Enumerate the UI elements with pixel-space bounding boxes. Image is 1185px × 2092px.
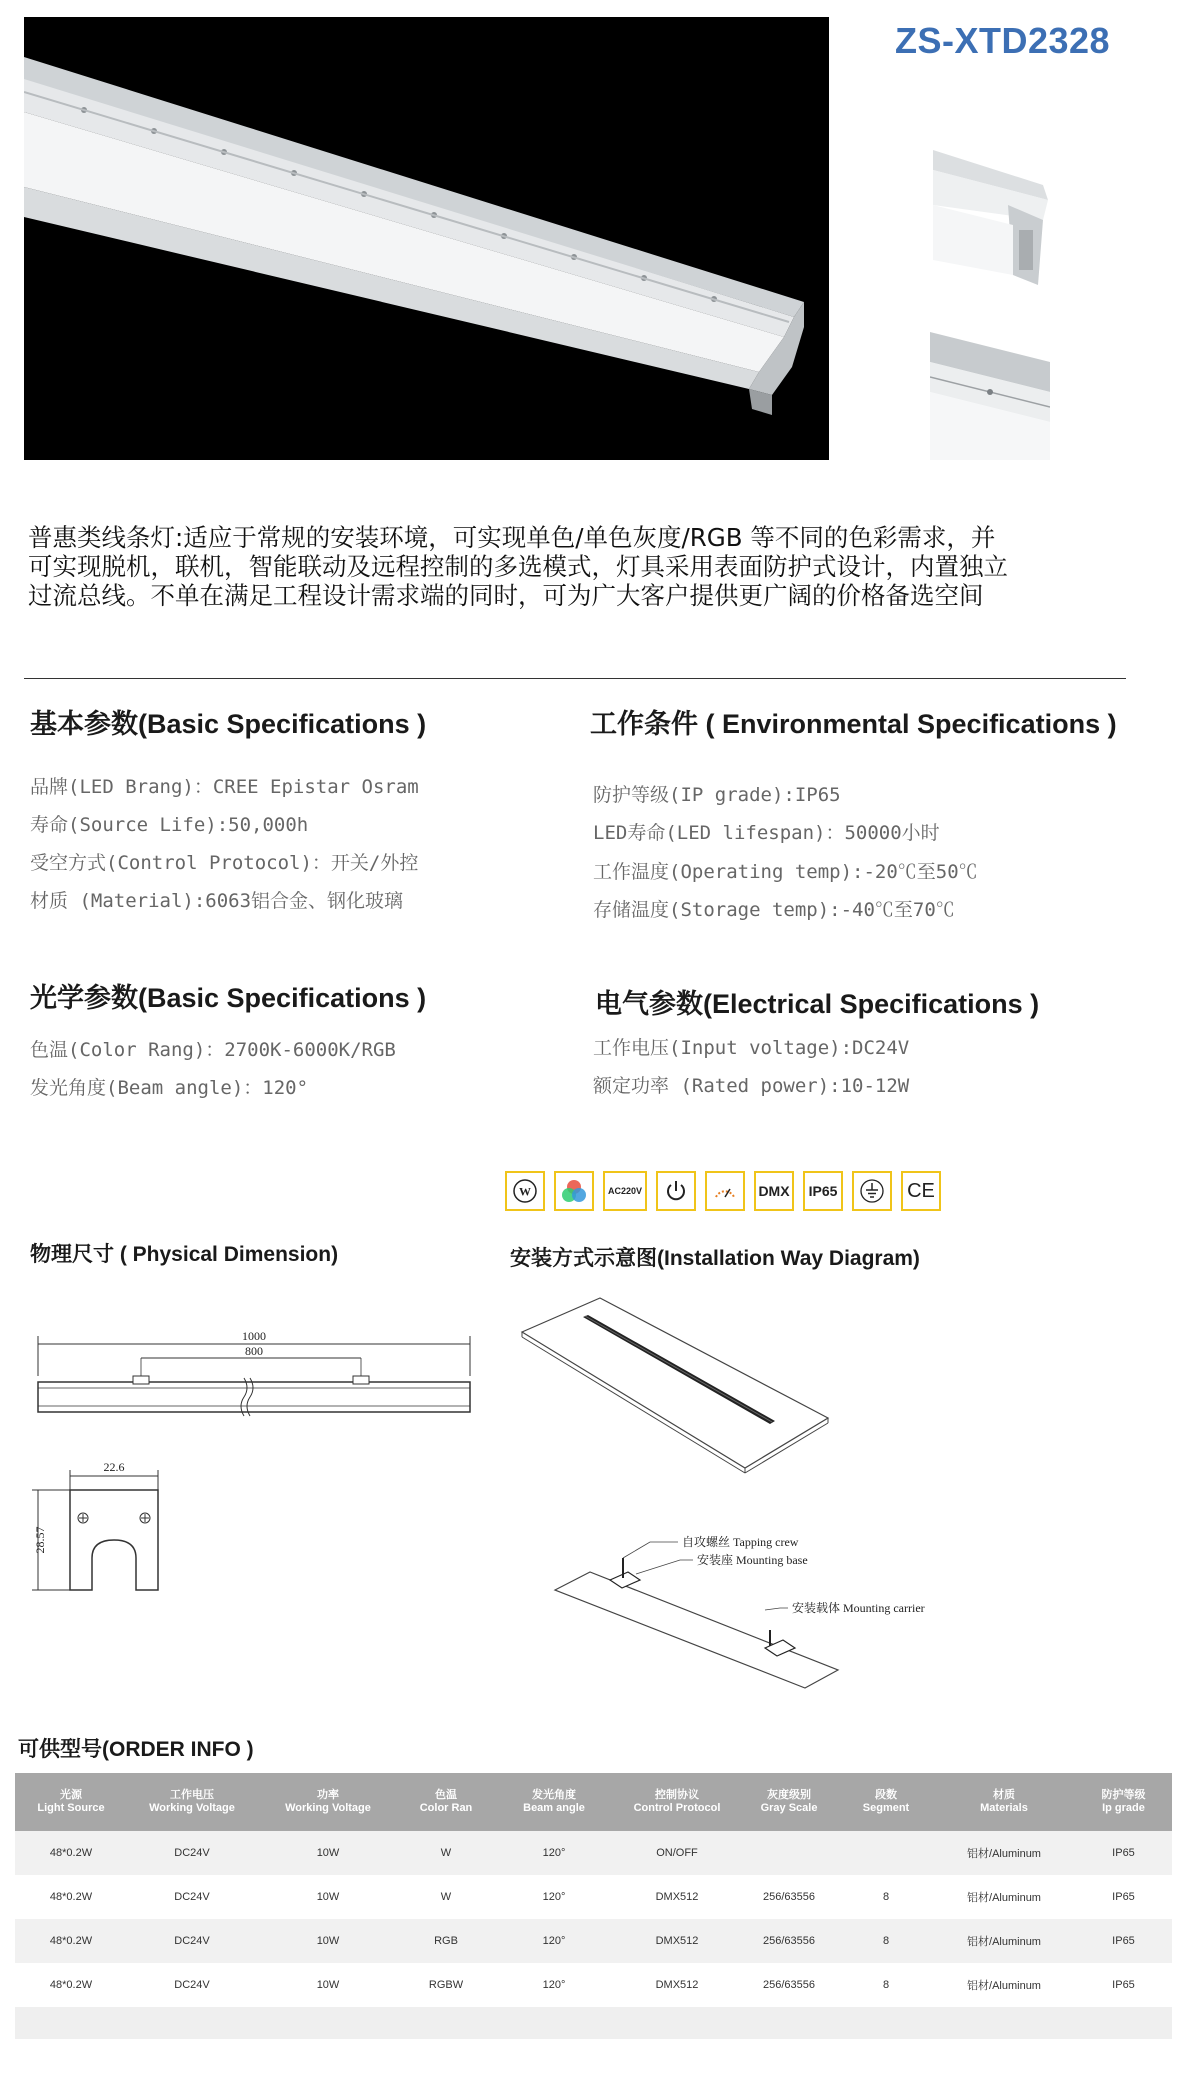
column-header-label: Light Source xyxy=(37,1802,105,1814)
column-header-label: 材质 xyxy=(993,1789,1015,1801)
rgb-color-icon xyxy=(554,1171,594,1211)
product-hero-image xyxy=(24,17,829,460)
table-cell: 铝材/Aluminum xyxy=(933,1919,1075,1963)
column-header-label: 光源 xyxy=(60,1789,82,1801)
ac220v-icon: AC220V xyxy=(603,1171,647,1211)
optical-specs-title: 光学参数(Basic Specifications ) xyxy=(30,983,427,1013)
table-row xyxy=(15,1963,1172,2007)
label-mounting-carrier: 安装载体 Mounting carrier xyxy=(792,1601,925,1615)
table-cell: 256/63556 xyxy=(739,1875,839,1919)
column-header xyxy=(127,1773,257,1831)
watt-icon xyxy=(505,1171,545,1211)
product-description xyxy=(28,523,1128,610)
table-cell: DC24V xyxy=(127,1875,257,1919)
table-row xyxy=(15,1875,1172,1919)
column-header-label: Color Ran xyxy=(419,1802,473,1814)
optical-spec-beam: 发光角度(Beam angle)：120° xyxy=(30,1077,309,1099)
column-header-label: Ip grade xyxy=(1102,1802,1145,1814)
dim-length-inner: 800 xyxy=(245,1344,263,1358)
basic-spec-brand: 品牌(LED Brang)：CREE Epistar Osram xyxy=(30,776,419,798)
ce-icon: CE xyxy=(901,1171,941,1211)
description-line: 普惠类线条灯:适应于常规的安装环境，可实现单色/单色灰度/RGB 等不同的色彩需求，并 xyxy=(28,523,996,552)
column-header-label: Working Voltage xyxy=(149,1802,235,1814)
env-spec-storage-temp: 存储温度(Storage temp):-40℃至70℃ xyxy=(593,899,955,921)
basic-spec-life: 寿命(Source Life):50,000h xyxy=(30,814,309,836)
table-row xyxy=(15,1831,1172,1875)
watt-icon-label: W xyxy=(519,1184,531,1199)
electrical-spec-voltage: 工作电压(Input voltage):DC24V xyxy=(593,1037,910,1059)
physical-dimension-title: 物理尺寸 ( Physical Dimension) xyxy=(30,1243,339,1266)
table-cell: DC24V xyxy=(127,1831,257,1875)
table-row xyxy=(15,1919,1172,1963)
table-cell: 120° xyxy=(493,1831,615,1875)
physical-dimension-drawing xyxy=(28,1318,478,1603)
table-cell: 48*0.2W xyxy=(15,1831,127,1875)
ground-icon xyxy=(852,1171,892,1211)
section-divider xyxy=(24,678,1126,679)
column-header xyxy=(493,1773,615,1831)
table-cell xyxy=(15,2007,1172,2039)
power-icon xyxy=(656,1171,696,1211)
table-cell: 8 xyxy=(839,1919,933,1963)
table-cell: DMX512 xyxy=(615,1919,739,1963)
column-header xyxy=(933,1773,1075,1831)
label-tapping-screw: 自攻螺丝 Tapping crew xyxy=(682,1535,799,1549)
table-cell: DC24V xyxy=(127,1963,257,2007)
table-cell: 10W xyxy=(257,1919,399,1963)
table-cell: 48*0.2W xyxy=(15,1875,127,1919)
column-header-label: Materials xyxy=(980,1802,1028,1814)
description-line: 过流总线。不单在满足工程设计需求端的同时，可为广大客户提供更广阔的价格备选空间 xyxy=(28,581,984,610)
column-header xyxy=(15,1773,127,1831)
table-cell: W xyxy=(399,1875,493,1919)
ip65-icon: IP65 xyxy=(803,1171,843,1211)
table-cell: 120° xyxy=(493,1875,615,1919)
table-cell: IP65 xyxy=(1075,1831,1172,1875)
label-mounting-base: 安装座 Mounting base xyxy=(697,1553,808,1567)
column-header-label: 工作电压 xyxy=(170,1789,214,1801)
table-cell: IP65 xyxy=(1075,1875,1172,1919)
description-line: 可实现脱机，联机，智能联动及远程控制的多选模式，灯具采用表面防护式设计，内置独立 xyxy=(28,552,1008,581)
order-info-title: 可供型号(ORDER INFO ) xyxy=(18,1738,254,1761)
basic-spec-control: 受空方式(Control Protocol)：开关/外控 xyxy=(30,852,419,874)
table-cell: 120° xyxy=(493,1919,615,1963)
column-header-label: 防护等级 xyxy=(1101,1789,1146,1801)
table-cell: 10W xyxy=(257,1963,399,2007)
table-cell: 10W xyxy=(257,1831,399,1875)
table-cell: DMX512 xyxy=(615,1963,739,2007)
environmental-specs-title: 工作条件 ( Environmental Specifications ) xyxy=(590,709,1117,739)
table-cell: 48*0.2W xyxy=(15,1963,127,2007)
column-header-label: Segment xyxy=(862,1802,910,1814)
column-header-label: 控制协议 xyxy=(655,1789,699,1801)
column-header-label: Gray Scale xyxy=(760,1802,818,1814)
column-header xyxy=(839,1773,933,1831)
table-cell: 8 xyxy=(839,1963,933,2007)
table-cell: 256/63556 xyxy=(739,1919,839,1963)
table-cell: DMX512 xyxy=(615,1875,739,1919)
optical-spec-color: 色温(Color Rang)：2700K-6000K/RGB xyxy=(30,1039,396,1061)
table-cell: 10W xyxy=(257,1875,399,1919)
table-cell: RGBW xyxy=(399,1963,493,2007)
dmx-icon: DMX xyxy=(754,1171,794,1211)
table-cell: ON/OFF xyxy=(615,1831,739,1875)
column-header-label: 功率 xyxy=(317,1789,339,1801)
electrical-spec-power: 额定功率 (Rated power):10-12W xyxy=(593,1075,910,1097)
dim-height: 28.57 xyxy=(33,1526,47,1554)
table-row-empty xyxy=(15,2007,1172,2039)
column-header-label: Control Protocol xyxy=(633,1802,721,1814)
table-cell: 256/63556 xyxy=(739,1963,839,2007)
certification-icons xyxy=(505,1171,941,1213)
env-spec-lifespan: LED寿命(LED lifespan)：50000小时 xyxy=(593,822,940,844)
table-cell: RGB xyxy=(399,1919,493,1963)
env-spec-ip: 防护等级(IP grade):IP65 xyxy=(593,784,841,806)
column-header xyxy=(615,1773,739,1831)
column-header-label: Beam angle xyxy=(523,1802,585,1814)
installation-diagram-title: 安装方式示意图(Installation Way Diagram) xyxy=(510,1247,920,1270)
table-cell xyxy=(839,1831,933,1875)
table-cell: 铝材/Aluminum xyxy=(933,1875,1075,1919)
table-cell: 48*0.2W xyxy=(15,1919,127,1963)
electrical-specs-title: 电气参数(Electrical Specifications ) xyxy=(595,989,1040,1019)
table-cell: IP65 xyxy=(1075,1919,1172,1963)
dimming-icon xyxy=(705,1171,745,1211)
product-model: ZS-XTD2328 xyxy=(895,20,1111,61)
table-cell xyxy=(739,1831,839,1875)
column-header xyxy=(739,1773,839,1831)
dim-length-total: 1000 xyxy=(242,1329,266,1343)
table-header-row xyxy=(15,1773,1172,1831)
column-header-label: 色温 xyxy=(435,1789,457,1801)
installation-diagram xyxy=(510,1290,1150,1730)
column-header xyxy=(399,1773,493,1831)
table-cell: 铝材/Aluminum xyxy=(933,1963,1075,2007)
table-cell: IP65 xyxy=(1075,1963,1172,2007)
column-header-label: 灰度级别 xyxy=(767,1789,811,1801)
product-detail-image-top xyxy=(930,332,1050,460)
env-spec-operating-temp: 工作温度(Operating temp):-20℃至50℃ xyxy=(593,861,978,883)
table-cell: W xyxy=(399,1831,493,1875)
column-header xyxy=(1075,1773,1172,1831)
table-cell: 铝材/Aluminum xyxy=(933,1831,1075,1875)
column-header-label: 发光角度 xyxy=(532,1789,576,1801)
table-cell: 120° xyxy=(493,1963,615,2007)
column-header-label: 段数 xyxy=(875,1789,897,1801)
order-info-table xyxy=(15,1773,1172,2039)
basic-specs-title: 基本参数(Basic Specifications ) xyxy=(30,709,427,739)
basic-spec-material: 材质 (Material):6063铝合金、钢化玻璃 xyxy=(30,890,404,912)
dim-width: 22.6 xyxy=(103,1460,125,1474)
table-cell: 8 xyxy=(839,1875,933,1919)
column-header xyxy=(257,1773,399,1831)
table-cell: DC24V xyxy=(127,1919,257,1963)
product-detail-image-end xyxy=(933,145,1053,290)
column-header-label: Working Voltage xyxy=(285,1802,371,1814)
